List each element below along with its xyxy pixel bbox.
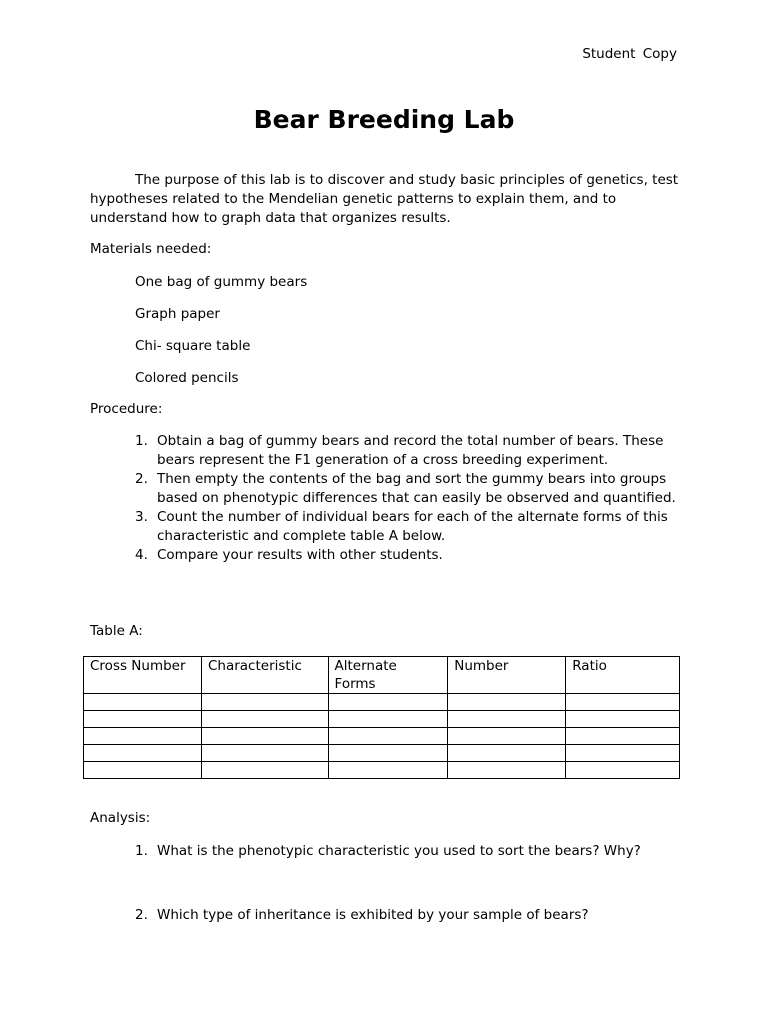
question-text: What is the phenotypic characteristic you used to sort the bears? Why? <box>157 843 641 859</box>
materials-item: One bag of gummy bears <box>135 274 308 290</box>
table-row <box>84 762 680 779</box>
materials-item: Chi- square table <box>135 338 251 354</box>
table-cell[interactable] <box>84 711 202 728</box>
step-number: 4. <box>135 547 148 563</box>
procedure-heading: Procedure: <box>90 401 163 417</box>
table-header-cell: Characteristic <box>201 657 328 694</box>
table-header-cell: Number <box>448 657 566 694</box>
table-cell[interactable] <box>84 694 202 711</box>
procedure-step <box>135 508 695 546</box>
table-cell[interactable] <box>448 745 566 762</box>
analysis-questions <box>135 842 695 861</box>
table-cell[interactable] <box>84 728 202 745</box>
question-number: 2. <box>135 907 148 923</box>
analysis-heading: Analysis: <box>90 810 151 826</box>
table-cell[interactable] <box>201 694 328 711</box>
step-text: Obtain a bag of gummy bears and record the total number of bears. These bears represent the F1 generation of a cross breeding experiment. <box>157 433 664 468</box>
table-cell[interactable] <box>566 694 680 711</box>
table-a-label: Table A: <box>90 623 143 639</box>
table-header-cell: Ratio <box>566 657 680 694</box>
question-number: 1. <box>135 843 148 859</box>
table-cell[interactable] <box>448 711 566 728</box>
table-cell[interactable] <box>448 762 566 779</box>
table-cell[interactable] <box>566 728 680 745</box>
student-copy-label: Student Copy <box>582 46 677 62</box>
materials-item: Graph paper <box>135 306 220 322</box>
table-cell[interactable] <box>448 694 566 711</box>
procedure-step <box>135 546 695 565</box>
step-text: Compare your results with other students. <box>157 547 443 563</box>
table-cell[interactable] <box>84 745 202 762</box>
table-a <box>83 656 680 779</box>
table-header-cell: Alternate Forms <box>328 657 448 694</box>
table-header-cell: Cross Number <box>84 657 202 694</box>
table-cell[interactable] <box>328 694 448 711</box>
table-cell[interactable] <box>201 711 328 728</box>
question-text: Which type of inheritance is exhibited by your sample of bears? <box>157 907 589 923</box>
materials-heading: Materials needed: <box>90 241 212 257</box>
table-cell[interactable] <box>201 762 328 779</box>
procedure-step <box>135 432 695 470</box>
step-number: 3. <box>135 509 148 525</box>
step-text: Count the number of individual bears for each of the alternate forms of this characteristic and complete table A below. <box>157 509 668 544</box>
table-cell[interactable] <box>328 745 448 762</box>
purpose-paragraph: The purpose of this lab is to discover and study basic principles of genetics, test hypotheses related to the Mendelian genetic patterns to explain them, and to understand how to graph data that organizes results. <box>90 172 679 226</box>
procedure-step <box>135 470 695 508</box>
table-cell[interactable] <box>566 745 680 762</box>
step-number: 1. <box>135 433 148 449</box>
document-title: Bear Breeding Lab <box>253 105 515 134</box>
procedure-steps <box>135 432 695 565</box>
analysis-question <box>135 906 695 925</box>
table-cell[interactable] <box>328 728 448 745</box>
table-row <box>84 728 680 745</box>
table-row <box>84 745 680 762</box>
table-cell[interactable] <box>201 728 328 745</box>
table-cell[interactable] <box>566 711 680 728</box>
table-row <box>84 694 680 711</box>
materials-item: Colored pencils <box>135 370 239 386</box>
table-cell[interactable] <box>201 745 328 762</box>
table-cell[interactable] <box>566 762 680 779</box>
materials-list <box>135 273 307 401</box>
step-number: 2. <box>135 471 148 487</box>
table-cell[interactable] <box>328 711 448 728</box>
table-row <box>84 711 680 728</box>
table-cell[interactable] <box>328 762 448 779</box>
analysis-question <box>135 842 695 861</box>
analysis-questions-continued <box>135 906 695 925</box>
step-text: Then empty the contents of the bag and sort the gummy bears into groups based on phenotypic differences that can easily be observed and quantified. <box>157 471 676 506</box>
table-cell[interactable] <box>448 728 566 745</box>
table-cell[interactable] <box>84 762 202 779</box>
table-header-row <box>84 657 680 694</box>
